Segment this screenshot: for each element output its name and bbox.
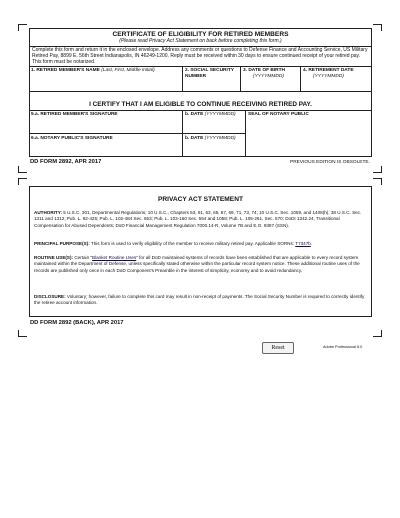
- field-1-hint: (Last, First, Middle Initial): [101, 68, 155, 73]
- field-5b-label-text: b. DATE: [185, 112, 204, 117]
- crop-mark: [18, 24, 19, 31]
- instructions-text: Complete this form and return it in the enclosed envelope. Address any comments or questions to Defense Finance and Accounting Service, US Military Retired Pay, 8899 E. 56th Street Indianapolis, IN 46249-1200. Reply must be received within 30 days to ensure continued receipt of your retired pay. This form must be notarized.: [32, 47, 368, 66]
- divider: [300, 66, 301, 91]
- authority-text: 5 U.S.C. 301, Departmental Regulations; 10 U.S.C., Chapters 53, 61, 63, 65, 67, 69, 71, 73, 74; 10 U.S.C. Sec. 1059, and 1408(h); 38 U.S.C. Sec. 1311 and 1312; Pub. L. 92-425; Pub. L. 102-484 Sec. 653; Pub. L. 103-160 Sec. 554 and 1058; Pub. L. 105-261, Sec. 570; DoDI 1342.24, Transitional Compensation for Abused Dependents; DoD Financial Management Regulation 7000.14-R, Volume 7B and E.O. 9397 (SSN).: [34, 210, 362, 228]
- purpose-label: PRINCIPAL PURPOSE(S):: [34, 241, 90, 246]
- form-id: DD FORM 2892, APR 2017: [30, 159, 102, 165]
- crop-mark: [18, 172, 27, 173]
- field-1-label-text: 1. RETIRED MEMBER'S NAME: [31, 68, 100, 73]
- routine-text-b: " for all DoD maintained systems of records have been established that are applicable to every record system maintained within the Department of Defense, unless specifically stated otherwise within the particular record system notice. These additional routine uses of the records are published only once in each DoD Component's Preamble in the interest of simplicity, economy and to avoid redundancy.: [34, 255, 360, 273]
- routine-paragraph: [34, 255, 368, 274]
- field-5b-hint: (YYYYMMDD): [204, 112, 236, 117]
- field-1-label: [31, 68, 155, 74]
- form-subtitle: (Please read Privacy Act Statement on back before completing this form.): [119, 38, 282, 44]
- adobe-version: Adobe Professional 8.0: [323, 345, 363, 349]
- seal-label: SEAL OF NOTARY PUBLIC: [248, 112, 309, 117]
- divider: [240, 66, 241, 91]
- routine-label: ROUTINE USE(S):: [34, 255, 74, 260]
- divider: [29, 91, 372, 92]
- obsolete-notice: PREVIOUS EDITION IS OBSOLETE.: [290, 160, 370, 165]
- form-title: CERTIFICATE OF ELIGIBILITY FOR RETIRED MEMBERS: [112, 31, 289, 38]
- field-2-label: 2. SOCIAL SECURITY NUMBER: [185, 68, 234, 79]
- crop-mark: [18, 336, 27, 337]
- disclosure-label: DISCLOSURE:: [34, 294, 66, 299]
- routine-text-a: Certain ": [73, 255, 93, 260]
- divider: [29, 66, 372, 67]
- divider: [29, 133, 245, 134]
- crop-mark: [18, 178, 27, 179]
- field-6b-hint: (YYYYMMDD): [204, 136, 236, 141]
- crop-mark: [373, 172, 382, 173]
- field-5a-label: 5.a. RETIRED MEMBER'S SIGNATURE: [31, 112, 118, 117]
- crop-mark: [381, 178, 382, 185]
- divider: [29, 110, 372, 111]
- back-form-id: DD FORM 2892 (BACK), APR 2017: [30, 320, 124, 326]
- purpose-text: This form is used to verify eligibility of the member to receive military retired pay. Applicable SORNs:: [89, 241, 296, 246]
- blanket-routine-uses-link[interactable]: Blanket Routine Uses: [92, 255, 137, 260]
- field-6b-label-text: b. DATE: [185, 136, 204, 141]
- field-4-hint: (YYYYMMDD): [313, 74, 344, 79]
- disclosure-paragraph: [34, 294, 368, 307]
- reset-button[interactable]: Reset: [262, 342, 294, 354]
- crop-mark: [373, 336, 382, 337]
- field-3-label: 3. DATE OF BIRTH: [243, 68, 286, 73]
- field-3-hint: (YYYYMMDD): [253, 74, 284, 79]
- divider: [182, 66, 183, 91]
- purpose-paragraph: [34, 241, 368, 247]
- purpose-end: .: [310, 241, 313, 246]
- crop-mark: [373, 24, 382, 25]
- field-6b-label: [185, 136, 236, 142]
- divider: [245, 110, 246, 157]
- certify-statement: I CERTIFY THAT I AM ELIGIBLE TO CONTINUE RECEIVING RETIRED PAY.: [89, 101, 312, 108]
- field-4-label: 4. RETIREMENT DATE: [303, 68, 354, 73]
- crop-mark: [381, 24, 382, 31]
- field-5b-label: [185, 112, 236, 118]
- privacy-title: PRIVACY ACT STATEMENT: [158, 196, 243, 203]
- crop-mark: [18, 178, 19, 185]
- crop-mark: [373, 178, 382, 179]
- authority-paragraph: [34, 210, 368, 229]
- disclosure-text: Voluntary; however, failure to complete this card may result in non-receipt of payments. The Social Security Number is required to correctly identify the retiree account information.: [34, 294, 365, 306]
- authority-label: AUTHORITY:: [34, 210, 62, 215]
- field-6a-label: 6.a. NOTARY PUBLIC'S SIGNATURE: [31, 136, 113, 141]
- sorn-link[interactable]: T7347b: [295, 241, 311, 246]
- crop-mark: [18, 24, 27, 25]
